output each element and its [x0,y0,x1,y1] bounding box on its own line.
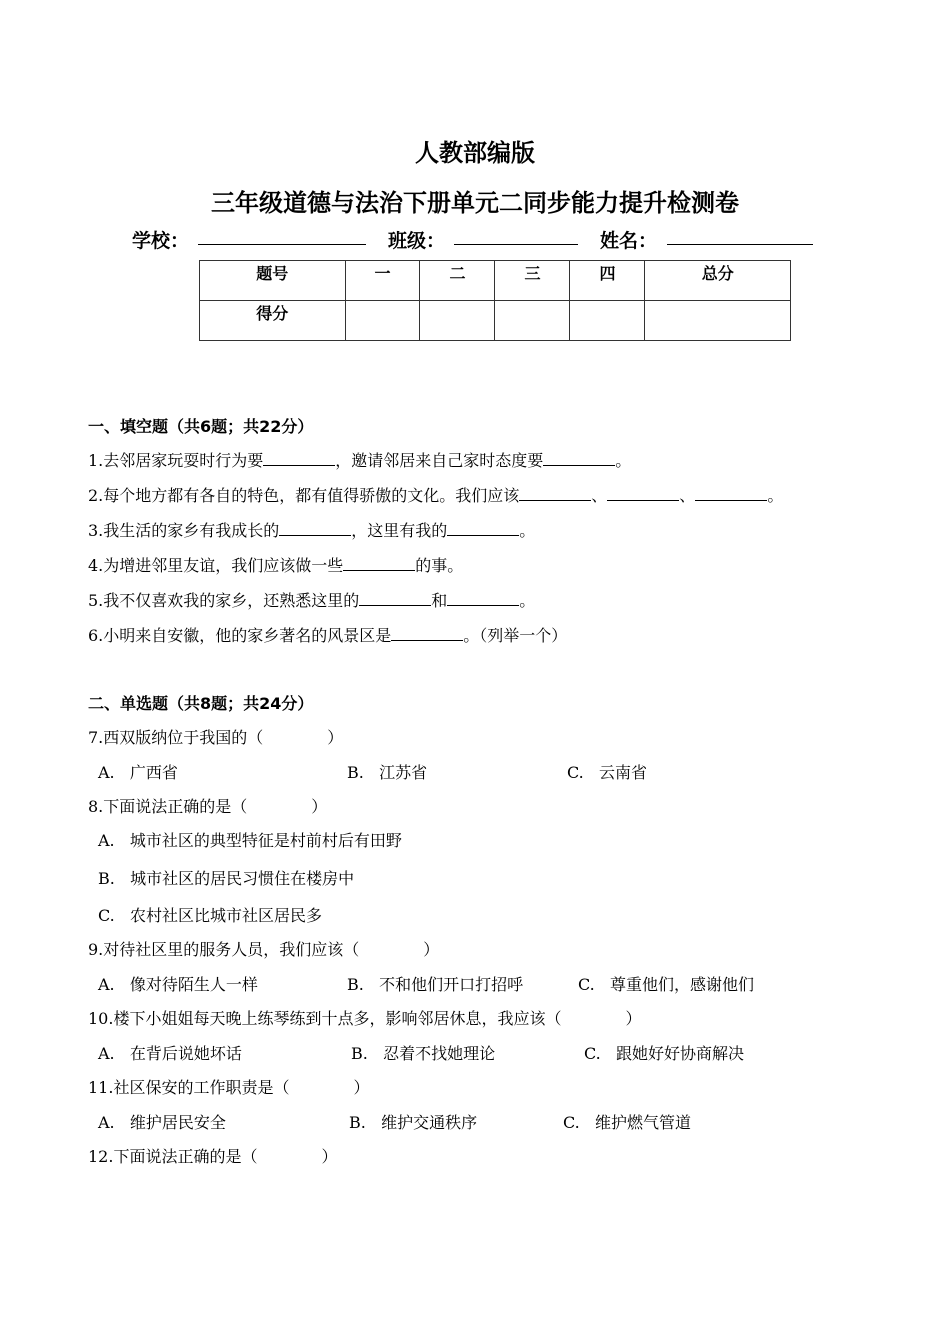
school-field[interactable] [198,244,366,245]
option-a[interactable] [98,1041,242,1064]
option-text: 江苏省 [379,763,428,782]
question-text: 3.我生活的家乡有我成长的 [88,521,280,540]
question-5 [88,588,535,611]
score-table-score-row [200,301,791,341]
option-letter: B. [347,975,364,994]
option-text: 维护燃气管道 [595,1113,692,1132]
question-text: 2.每个地方都有各自的特色，都有值得骄傲的文化。我们应该 [88,486,520,505]
option-b[interactable] [98,866,354,889]
question-text: ，邀请邻居来自己家时态度要 [335,451,544,470]
option-text: 农村社区比城市社区居民多 [130,906,323,925]
header-cell: 总分 [645,261,791,301]
school-label: 学校： [132,230,190,252]
option-letter: A. [98,831,115,850]
answer-blank[interactable] [447,521,519,536]
option-letter: C. [563,1113,580,1132]
option-a[interactable] [98,828,402,851]
option-a[interactable] [98,1110,226,1133]
option-b[interactable] [347,760,427,783]
option-letter: A. [98,1113,115,1132]
score-cell[interactable] [420,301,495,341]
option-letter: C. [98,906,115,925]
question-4 [88,553,463,576]
option-letter: C. [567,763,584,782]
question-3 [88,518,535,541]
exam-title: 三年级道德与法治下册单元二同步能力提升检测卷 [211,189,739,217]
question-text: 4.为增进邻里友谊，我们应该做一些 [88,556,344,575]
score-cell[interactable] [645,301,791,341]
question-9: 9.对待社区里的服务人员，我们应该（ ） [88,940,440,959]
answer-blank[interactable] [343,556,415,571]
answer-blank[interactable] [519,486,591,501]
option-letter: A. [98,1044,115,1063]
option-letter: B. [349,1113,366,1132]
option-letter: A. [98,763,115,782]
option-text: 跟她好好协商解决 [616,1044,745,1063]
option-text: 不和他们开口打招呼 [379,975,524,994]
answer-blank[interactable] [695,486,767,501]
option-text: 广西省 [129,763,178,782]
question-text: 和 [431,591,448,610]
question-text: 6.小明来自安徽，他的家乡著名的风景区是 [88,626,392,645]
header-cell: 三 [495,261,570,301]
question-text: 。 [767,486,784,505]
question-text: 。 [519,591,536,610]
option-b[interactable] [349,1110,477,1133]
option-text: 忍着不找她理论 [383,1044,496,1063]
question-text: 的事。 [415,556,464,575]
option-c[interactable] [584,1041,744,1064]
score-cell[interactable] [345,301,420,341]
answer-blank[interactable] [607,486,679,501]
option-letter: C. [584,1044,601,1063]
question-text: 1.去邻居家玩耍时行为要 [88,451,264,470]
section2-heading: 二、单选题（共8题；共24分） [88,694,314,713]
option-b[interactable] [351,1041,495,1064]
section1-heading: 一、填空题（共6题；共22分） [88,417,314,436]
option-a[interactable] [98,760,178,783]
question-text: 。 [519,521,536,540]
question-7: 7.西双版纳位于我国的（ ） [88,728,344,747]
header-cell: 一 [345,261,420,301]
option-letter: B. [347,763,364,782]
header-cell: 二 [420,261,495,301]
option-c[interactable] [567,760,647,783]
option-letter: B. [351,1044,368,1063]
question-11: 11.社区保安的工作职责是（ ） [88,1078,370,1097]
option-letter: A. [98,975,115,994]
option-text: 尊重他们，感谢他们 [610,975,755,994]
class-field[interactable] [454,244,578,245]
question-8: 8.下面说法正确的是（ ） [88,797,328,816]
answer-blank[interactable] [263,451,335,466]
question-1 [88,448,631,471]
option-text: 像对待陌生人一样 [129,975,258,994]
score-cell[interactable] [570,301,645,341]
question-2 [88,483,783,506]
question-text: ，这里有我的 [351,521,448,540]
name-label: 姓名： [600,230,658,252]
score-table-header-row [200,261,791,301]
name-field[interactable] [667,244,813,245]
option-text: 在背后说她坏话 [129,1044,242,1063]
header-cell: 题号 [200,261,346,301]
option-b[interactable] [347,972,523,995]
option-c[interactable] [578,972,754,995]
option-a[interactable] [98,972,258,995]
answer-blank[interactable] [279,521,351,536]
option-c[interactable] [563,1110,691,1133]
question-text: 、 [679,486,696,505]
class-label: 班级： [388,230,446,252]
option-text: 城市社区的居民习惯住在楼房中 [130,869,355,888]
publisher-title: 人教部编版 [415,139,535,167]
option-text: 维护居民安全 [129,1113,226,1132]
option-letter: B. [98,869,115,888]
question-text: 、 [591,486,608,505]
score-cell[interactable] [495,301,570,341]
option-text: 维护交通秩序 [381,1113,478,1132]
option-text: 云南省 [599,763,648,782]
question-text: 5.我不仅喜欢我的家乡，还熟悉这里的 [88,591,360,610]
question-6 [88,623,567,646]
question-10: 10.楼下小姐姐每天晚上练琴练到十点多，影响邻居休息，我应该（ ） [88,1009,642,1028]
question-12: 12.下面说法正确的是（ ） [88,1147,338,1166]
option-letter: C. [578,975,595,994]
answer-blank[interactable] [359,591,431,606]
score-row-label: 得分 [200,301,346,341]
header-cell: 四 [570,261,645,301]
answer-blank[interactable] [447,591,519,606]
question-text: 。（列举一个） [463,626,568,645]
answer-blank[interactable] [391,626,463,641]
option-c[interactable] [98,903,322,926]
answer-blank[interactable] [543,451,615,466]
question-text: 。 [615,451,632,470]
option-text: 城市社区的典型特征是村前村后有田野 [129,831,402,850]
score-table [199,260,791,341]
